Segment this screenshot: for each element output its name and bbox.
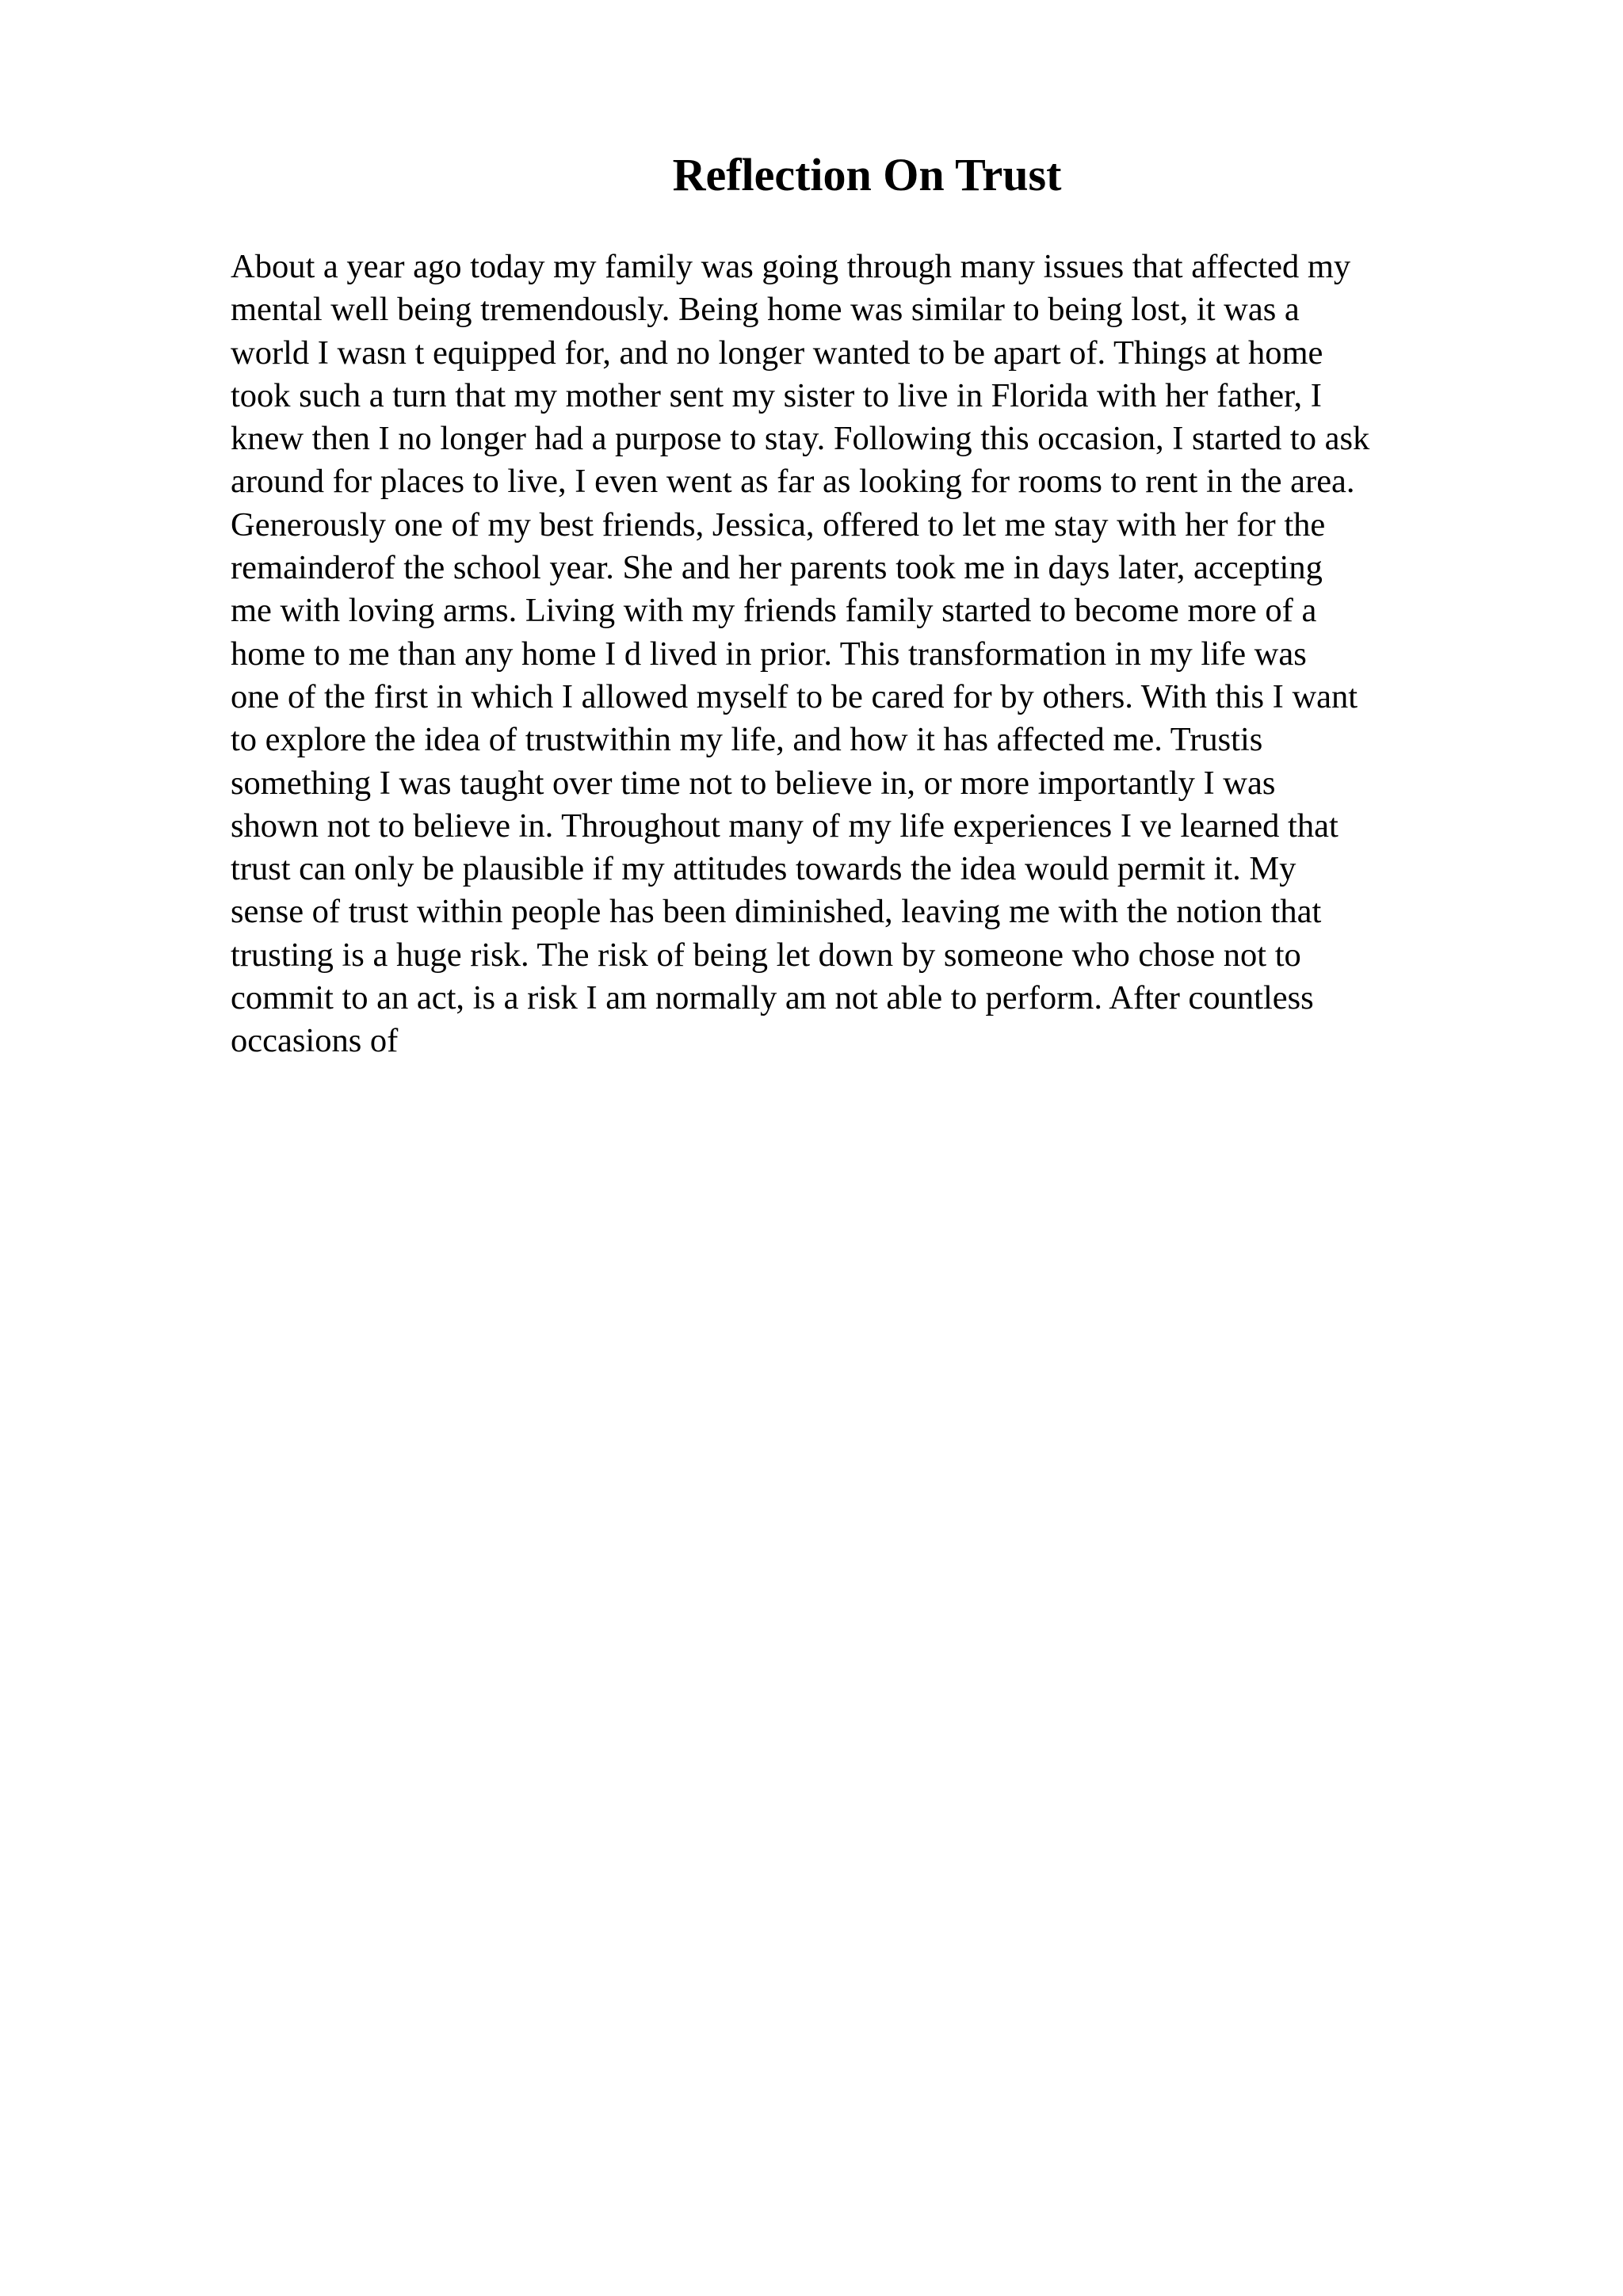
body-line: knew then I no longer had a purpose to stay. Following this occasion, I started to ask bbox=[231, 420, 1370, 458]
body-line: world I wasn t equipped for, and no longer wanted to be apart of. Things at home bbox=[231, 334, 1323, 372]
document-title: Reflection On Trust bbox=[672, 149, 1062, 200]
body-line: Generously one of my best friends, Jessica, offered to let me stay with her for the bbox=[231, 505, 1326, 543]
body-line: me with loving arms. Living with my friends family started to become more of a bbox=[231, 592, 1317, 630]
body-line: shown not to believe in. Throughout many of my life experiences I ve learned that bbox=[231, 807, 1338, 845]
body-line: mental well being tremendously. Being home was similar to being lost, it was a bbox=[231, 291, 1300, 329]
body-line: trust can only be plausible if my attitudes towards the idea would permit it. My bbox=[231, 850, 1296, 888]
body-line: something I was taught over time not to believe in, or more importantly I was bbox=[231, 764, 1276, 802]
body-line: commit to an act, is a risk I am normally am not able to perform. After countless bbox=[231, 979, 1314, 1017]
body-line: trusting is a huge risk. The risk of being let down by someone who chose not to bbox=[231, 936, 1301, 974]
body-line: one of the first in which I allowed myself to be cared for by others. With this I want bbox=[231, 677, 1358, 715]
body-line: occasions of bbox=[231, 1022, 399, 1060]
document-body bbox=[231, 246, 1499, 1063]
body-line: home to me than any home I d lived in prior. This transformation in my life was bbox=[231, 635, 1307, 673]
body-line: remainderof the school year. She and her parents took me in days later, accepting bbox=[231, 549, 1323, 587]
body-line: About a year ago today my family was going through many issues that affected my bbox=[231, 248, 1351, 285]
body-line: around for places to live, I even went as far as looking for rooms to rent in the area. bbox=[231, 463, 1355, 501]
body-line: took such a turn that my mother sent my sister to live in Florida with her father, I bbox=[231, 376, 1322, 414]
body-line: sense of trust within people has been diminished, leaving me with the notion that bbox=[231, 893, 1322, 931]
body-line: to explore the idea of trustwithin my life, and how it has affected me. Trustis bbox=[231, 721, 1263, 759]
